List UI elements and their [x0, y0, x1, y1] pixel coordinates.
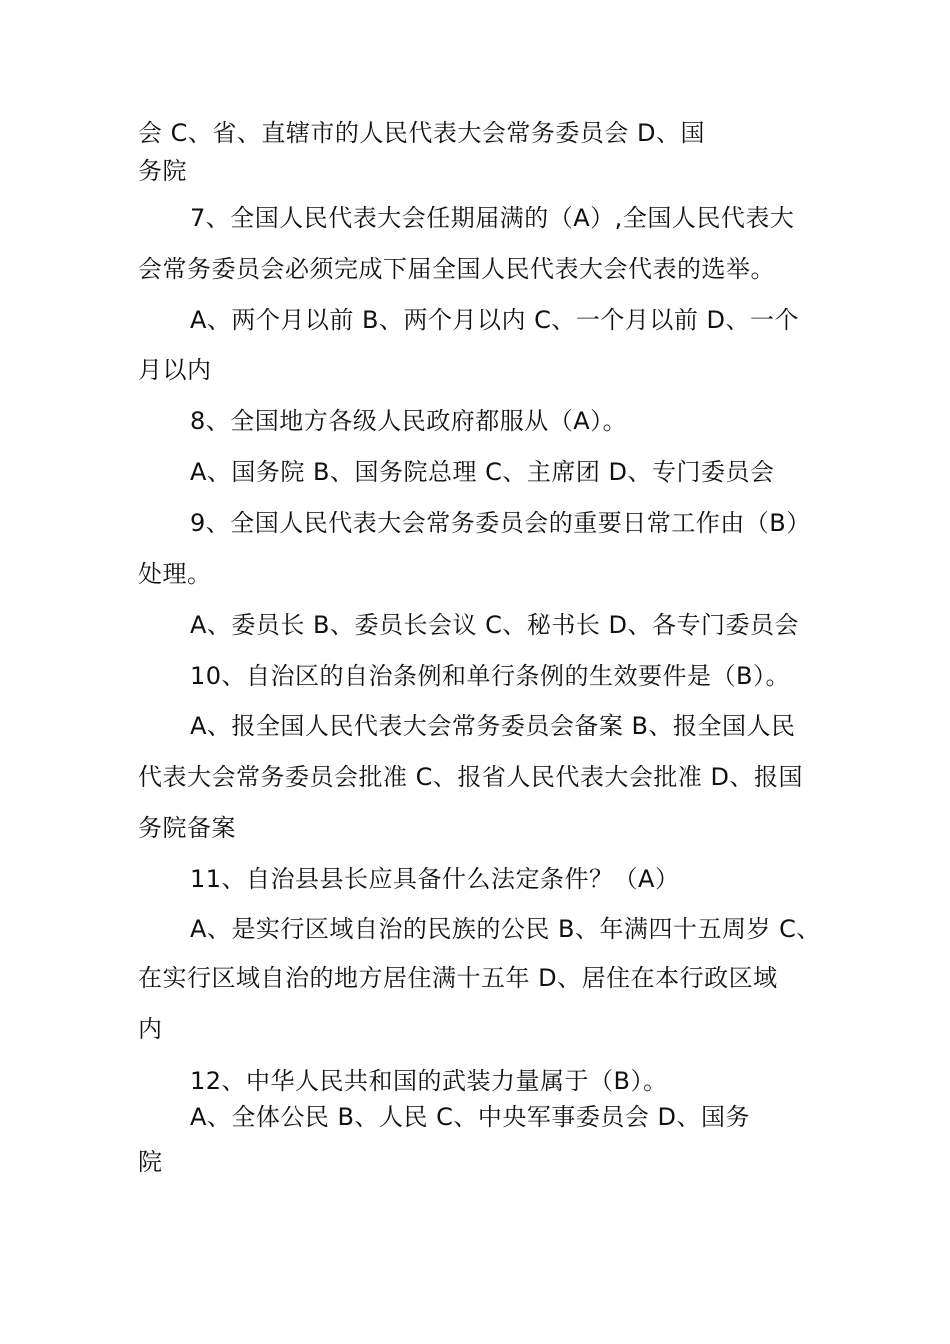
text-line: 务院 — [138, 157, 187, 185]
options-8: A、国务院 B、国务院总理 C、主席团 D、专门委员会 — [190, 458, 775, 486]
text-line: 院 — [138, 1148, 163, 1176]
options-11: A、是实行区域自治的民族的公民 B、年满四十五周岁 C、 — [190, 915, 821, 943]
text-line: 在实行区域自治的地方居住满十五年 D、居住在本行政区域 — [138, 964, 778, 992]
options-12: A、全体公民 B、人民 C、中央军事委员会 D、国务 — [190, 1103, 751, 1131]
question-10: 10、自治区的自治条例和单行条例的生效要件是（B）。 — [190, 662, 791, 690]
options-7: A、两个月以前 B、两个月以内 C、一个月以前 D、一个 — [190, 306, 800, 334]
text-line: 会常务委员会必须完成下届全国人民代表大会代表的选举。 — [138, 255, 775, 283]
text-line: 务院备案 — [138, 814, 236, 842]
question-9: 9、全国人民代表大会常务委员会的重要日常工作由（B） — [190, 509, 811, 537]
text-line: 代表大会常务委员会批准 C、报省人民代表大会批准 D、报国 — [138, 763, 803, 791]
text-line: 月以内 — [138, 356, 212, 384]
text-line: 会 C、省、直辖市的人民代表大会常务委员会 D、国 — [138, 119, 705, 147]
question-7: 7、全国人民代表大会任期届满的（A）,全国人民代表大 — [190, 204, 795, 232]
text-line: 处理。 — [138, 560, 212, 588]
text-line: 内 — [138, 1015, 163, 1043]
question-11: 11、自治县县长应具备什么法定条件？（A） — [190, 865, 680, 893]
options-10: A、报全国人民代表大会常务委员会备案 B、报全国人民 — [190, 712, 796, 740]
question-8: 8、全国地方各级人民政府都服从（A）。 — [190, 407, 628, 435]
question-12: 12、中华人民共和国的武装力量属于（B）。 — [190, 1067, 668, 1095]
options-9: A、委员长 B、委员长会议 C、秘书长 D、各专门委员会 — [190, 611, 800, 639]
